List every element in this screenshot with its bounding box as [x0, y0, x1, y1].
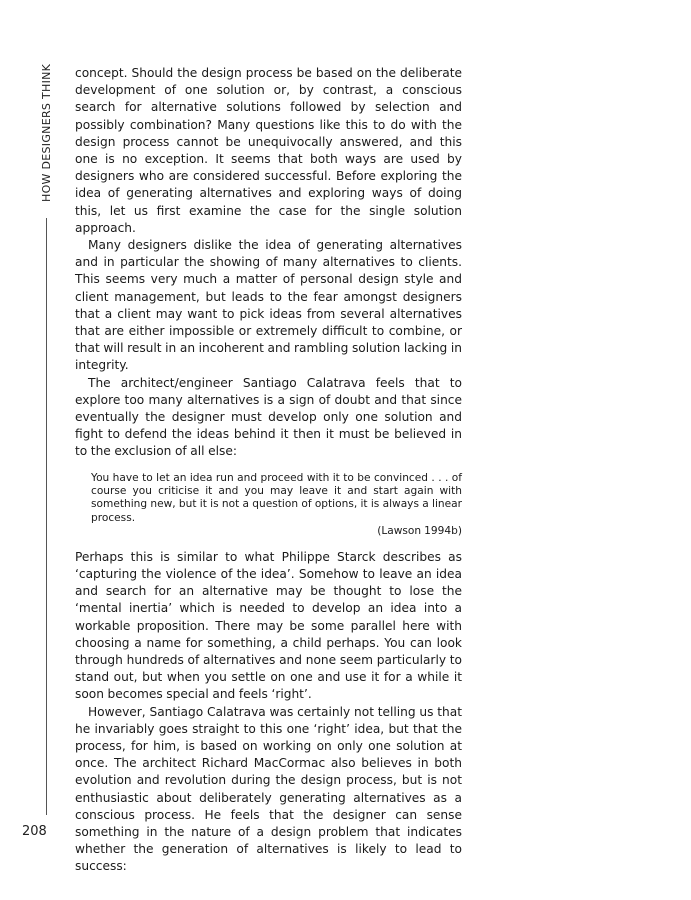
running-head: HOW DESIGNERS THINK: [40, 63, 53, 202]
paragraph-4: Perhaps this is similar to what Philippe Starck describes as ‘capturing the violence of the idea’. Somehow to leave an idea and search for an alternative may be thought to lose the ‘mental inertia’ which is needed to develop an idea into a workable proposition. There may be some parallel here with choosing a name for something, a child perhaps. You can look through hundreds of alternatives and none seem particularly to stand out, but when you settle on one and use it for a while it soon becomes special and feels ‘right’.: [75, 549, 462, 702]
paragraph-3: The architect/engineer Santiago Calatrava feels that to explore too many alternatives is a sign of doubt and that since eventually the designer must develop only one solution and fight to defend the ideas behind it then it must be believed in to the exclusion of all else:: [75, 375, 462, 459]
body-text: [75, 65, 462, 876]
quote-text: You have to let an idea run and proceed with it to be convinced . . . of course you criticise it and you may leave it and start again with something new, but it is not a question of options, it is always a linear process.: [91, 471, 462, 524]
quote-citation: (Lawson 1994b): [377, 525, 462, 538]
paragraph-2: Many designers dislike the idea of generating alternatives and in particular the showing of many alternatives to clients. This seems very much a matter of personal design style and client management, but leads to the fear amongst designers that a client may want to pick ideas from several alternatives that are either impossible or extremely difficult to combine, or that will result in an incoherent and rambling solution lacking in integrity.: [75, 238, 462, 373]
block-quote: [91, 472, 462, 539]
paragraph-1: concept. Should the design process be based on the deliberate development of one solution or, by contrast, a conscious search for alternative solutions followed by selection and possibly combination? Many questions like this to do with the design process cannot be unequivocally answered, and this one is no exception. It seems that both ways are used by designers who are considered successful. Before exploring the idea of generating alternatives and exploring ways of doing this, let us first examine the case for the single solution approach.: [75, 66, 462, 235]
page-number: 208: [22, 824, 47, 839]
margin-rule: [46, 218, 47, 815]
paragraph-5: However, Santiago Calatrava was certainly not telling us that he invariably goes straight to this one ‘right’ idea, but that the process, for him, is based on working on only one solution at once. The architect Richard MacCormac also believes in both evolution and revolution during the design process, but is not enthusiastic about deliberately generating alternatives as a conscious process. He feels that the designer can sense something in the nature of a design problem that indicates whether the generation of alternatives is likely to lead to success:: [75, 704, 462, 874]
